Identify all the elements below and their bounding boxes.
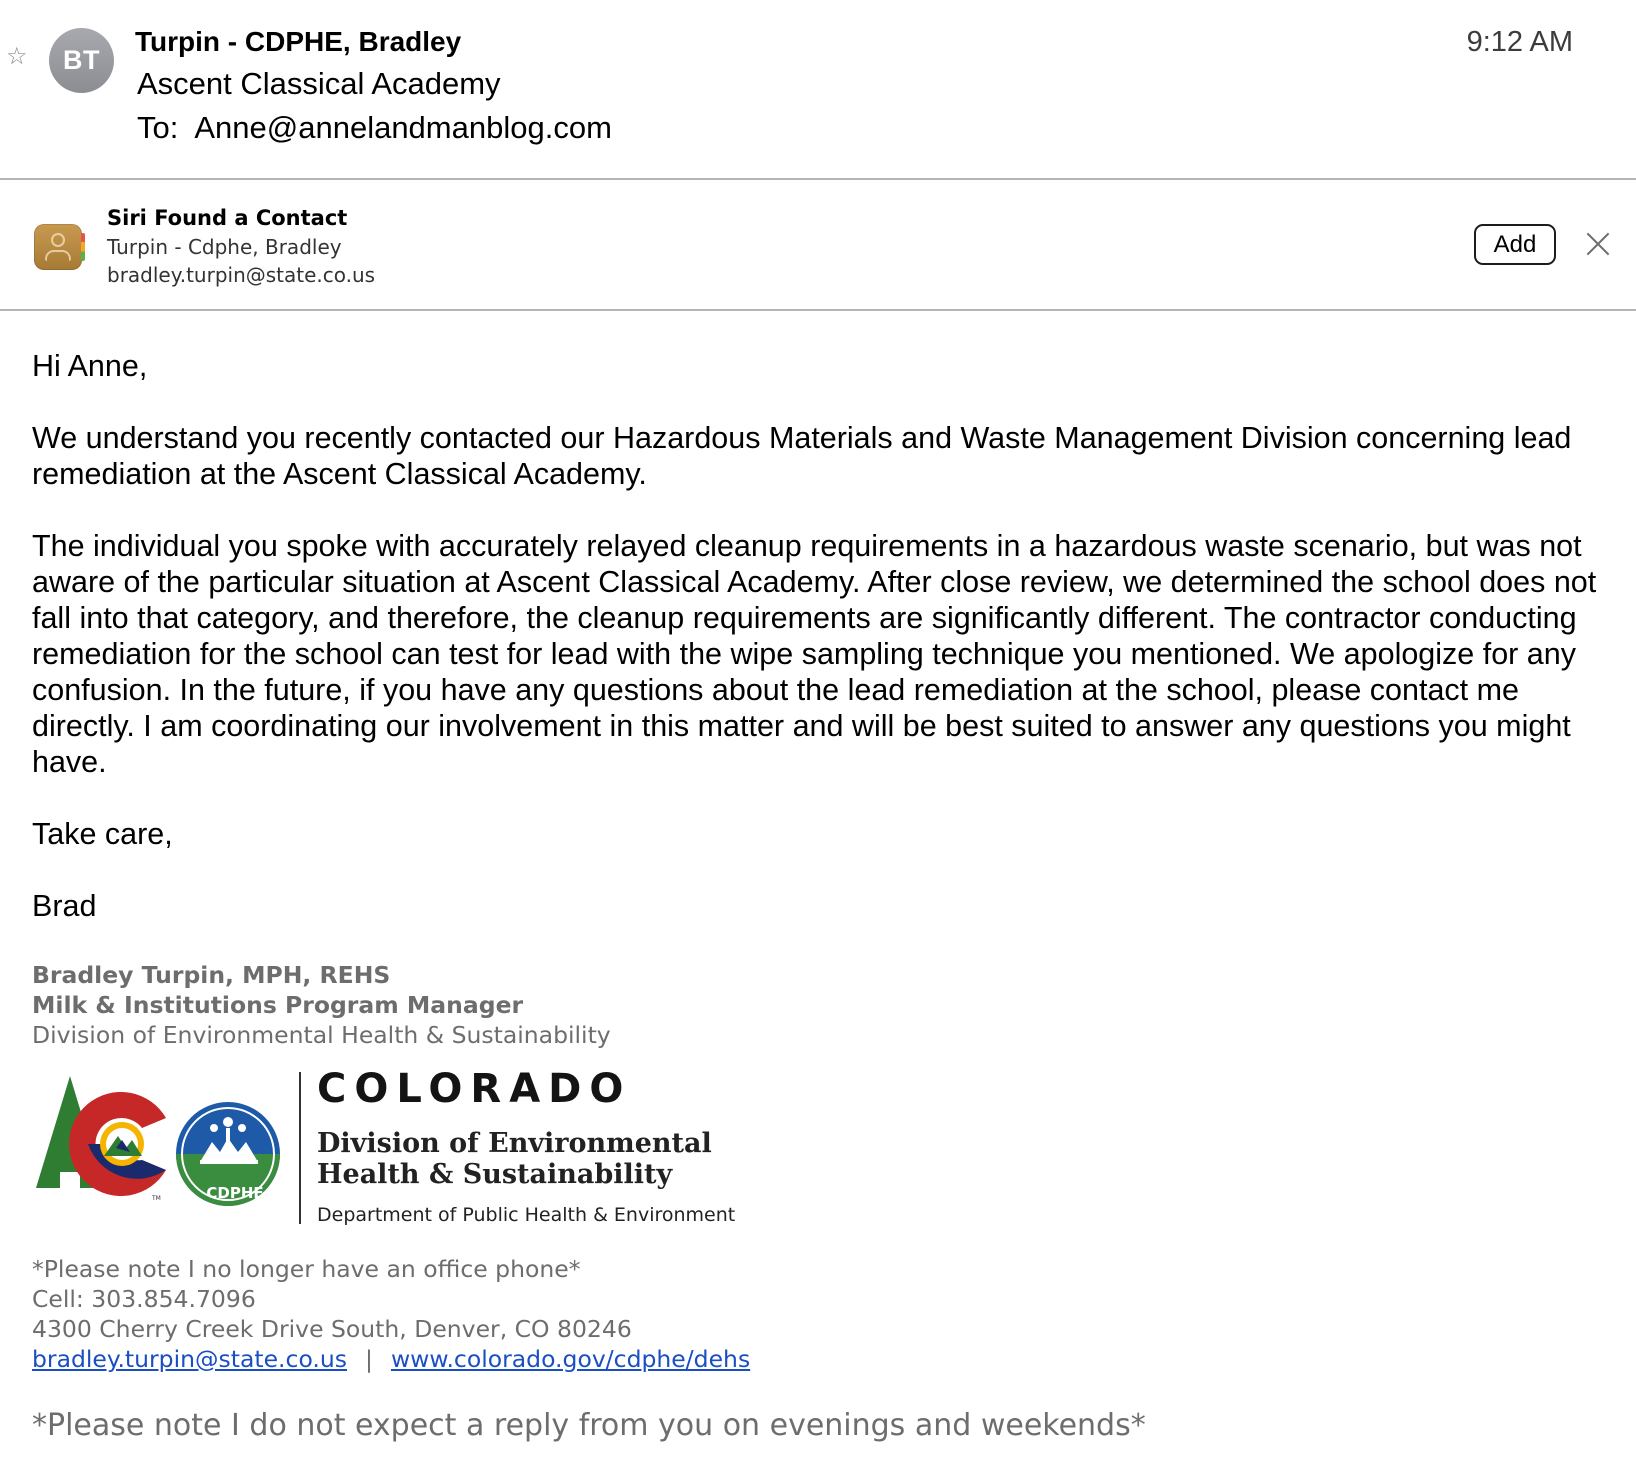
sender-name[interactable]: Turpin - CDPHE, Bradley: [135, 26, 462, 57]
signature-division: Division of Environmental Health & Sustainability: [32, 1021, 611, 1049]
website-link[interactable]: www.colorado.gov/cdphe/dehs: [390, 1345, 751, 1373]
add-contact-button[interactable]: Add: [1474, 224, 1556, 265]
contact-links: [32, 1344, 750, 1374]
cdphe-logo: [30, 1066, 790, 1228]
body-paragraph-1: We understand you recently contacted our Hazardous Materials and Waste Management Division concerning lead remediation at the Ascent Classical Academy.: [32, 421, 1572, 491]
logo-division-name: [317, 1128, 712, 1190]
cell-number: Cell: 303.854.7096: [32, 1285, 256, 1313]
body-paragraph-2: The individual you spoke with accurately relayed cleanup requirements in a hazardous waste scenario, but was not aware of the particular situation at Ascent Classical Academy. After close review, we determined the school does not fall into that category, and therefore, the cleanup requirements are significantly different. The contractor conducting remediation for the school can test for lead with the wipe sampling technique you mentioned. We apologize for any confusion. In the future, if you have any questions about the lead remediation at the school, please contact me directly. I am coordinating our involvement in this matter and will be best suited to answer any questions you might have.: [32, 529, 1597, 779]
signoff: Brad: [32, 889, 97, 923]
closing: Take care,: [32, 817, 173, 851]
logo-department: Department of Public Health & Environment: [317, 1204, 736, 1226]
email-time: 9:12 AM: [1466, 26, 1573, 58]
phone-note: *Please note I no longer have an office phone*: [32, 1255, 581, 1283]
reply-expectation-note: *Please note I do not expect a reply from you on evenings and weekends*: [32, 1408, 1146, 1443]
seal-label: CDPHE: [206, 1184, 264, 1202]
logo-division-line-1: Division of Environmental: [317, 1128, 712, 1159]
header-divider: [0, 178, 1636, 180]
siri-contact-name: Turpin - Cdphe, Bradley: [107, 235, 342, 259]
contacts-app-icon: [34, 224, 82, 270]
sender-avatar: BT: [49, 28, 114, 93]
logo-division-line-2: Health & Sustainability: [317, 1159, 673, 1190]
recipient-line: [137, 110, 612, 146]
logo-state-word: COLORADO: [317, 1066, 632, 1112]
signature-name: Bradley Turpin, MPH, REHS: [32, 961, 391, 989]
banner-divider: [0, 309, 1636, 311]
siri-banner-title: Siri Found a Contact: [107, 206, 348, 230]
email-subject: Ascent Classical Academy: [137, 66, 501, 101]
close-icon[interactable]: [1586, 232, 1610, 256]
link-separator: |: [365, 1345, 373, 1373]
siri-contact-email: bradley.turpin@state.co.us: [107, 263, 376, 287]
svg-text:TM: TM: [152, 1195, 161, 1202]
to-label: To:: [137, 110, 179, 145]
email-link[interactable]: bradley.turpin@state.co.us: [32, 1345, 348, 1373]
logo-divider: [299, 1072, 301, 1224]
signature-title: Milk & Institutions Program Manager: [32, 991, 524, 1019]
greeting: Hi Anne,: [32, 349, 148, 383]
office-address: 4300 Cherry Creek Drive South, Denver, CO 80246: [32, 1315, 632, 1343]
recipient-address[interactable]: Anne@annelandmanblog.com: [194, 110, 612, 145]
flag-star-icon[interactable]: ☆: [6, 42, 28, 70]
